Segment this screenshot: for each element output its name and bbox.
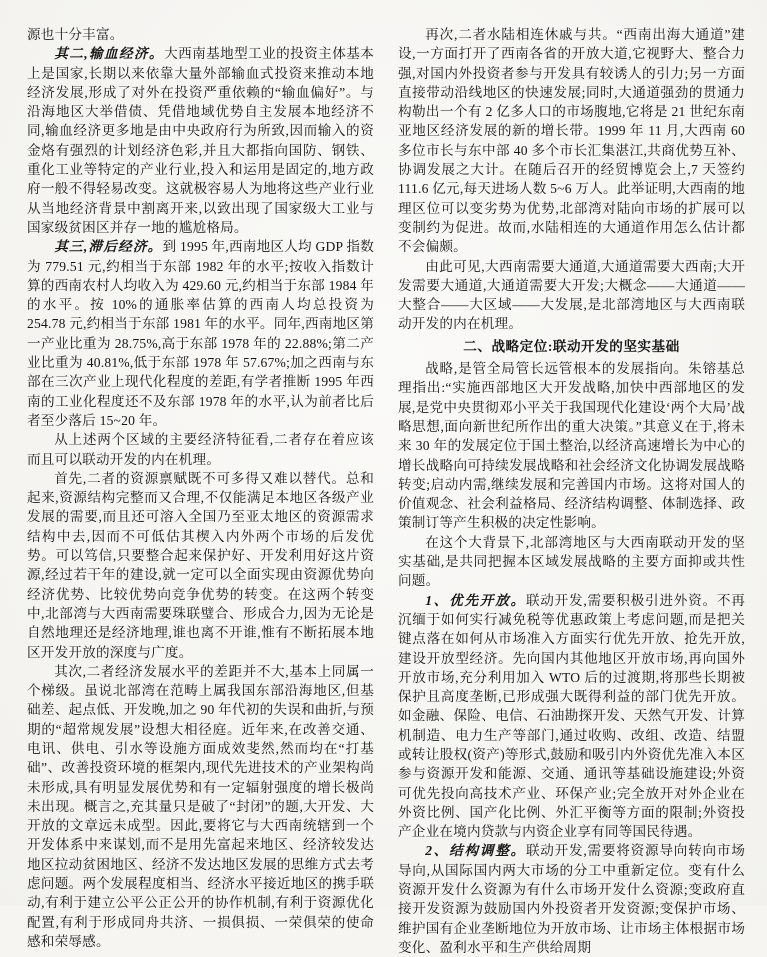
paragraph: 其二,输血经济。大西南基地型工业的投资主体基本上是国家,长期以来依靠大量外部输血式投资来推动本地经济发展,形成了对外在投资严重依赖的“输血偏好”。与沿海地区大举借债、凭借地域优势自主发展本地经济不同,输血经济更多地是由中央政府行为所致,因而输入的资金烙有强烈的计划经济色彩,并且大都指向国防、钢铁、重化工业等特定的产业行业,投入和运用是固定的,地方政府一般不得轻易改变。这就极容易人为地将这些产业行业从当地经济背景中割离开来,以致出现了国家级大工业与国家级贫困区并存一地的尴尬格局。 bbox=[27, 46, 375, 235]
paragraph: 从上述两个区域的主要经济特征看,二者存在着应该而且可以联动开发的内在机理。 bbox=[27, 432, 374, 467]
section-heading: 二、战略定位:联动开发的坚实基础 bbox=[463, 338, 680, 354]
right-column bbox=[398, 25, 745, 955]
paragraph: 1、优先开放。联动开发,需要积极引进外资。不再沉缅于如何实行减免税等优惠政策上考虑问题,而是把关键点落在如何从市场准入方面实行优先开放、抢先开放,建设开放型经济。先向国内其他地区开放市场,再向国外开放市场,充分利用加入 WTO 后的过渡期,将那些长期被保护且高度垄断,已形成强大既得利益的部门优先开放。如金融、保险、电信、石油勘探开发、天然气开发、计算机制造、电力生产等部门,通过收购、改组、改造、结盟或转让股权(资产)等形式,鼓励和吸引内外资优先准入本区参与资源开发和能源、交通、通讯等基础设施建设;外资可优先投向高技术产业、环保产业;完全放开对外企业在外资比例、国产化比例、外汇平衡等方面的限制;外资投产企业在境内贷款与内资企业享有同等国民待遇。 bbox=[398, 592, 745, 840]
paragraph: 源也十分丰富。 bbox=[27, 27, 124, 42]
paragraph-lead: 1、优先开放。 bbox=[425, 592, 526, 608]
paragraph: 其次,二者经济发展水平的差距并不大,基本上同属一个梯级。虽说北部湾在范畴上属我国东部沿海地区,但基础差、起点低、开发晚,加之 90 年代初的失误和曲折,与预期的“超常规发展”设想大相径庭。近年来,在改善交通、电讯、供电、引水等设施方面成效斐然,然而均在“打基础”、改善投资环境的框架内,现代先进技术的产业架构尚未形成,具有明显发展优势和有一定辐射强度的增长极尚未出现。概言之,充其量只是破了“封闭”的题,大开发、大开放的文章远未成型。因此,要将它与大西南统辖到一个开发体系中来谋划,而不是用先富起来地区、经济较发达地区拉动贫困地区、经济不发达地区发展的思维方式去考虑问题。两个发展程度相当、经济水平接近地区的携手联动,有利于建立公平公正公开的协作机制,有利于资源优化配置,有利于形成同舟共济、一损俱损、一荣俱荣的使命感和荣辱感。 bbox=[27, 663, 374, 949]
paragraph: 首先,二者的资源禀赋既不可多得又难以替代。总和起来,资源结构完整而又合理,不仅能满足本地区各级产业发展的需要,而且还可溶入全国乃至亚太地区的资源需求结构中去,因而不可低估其楔入内外两个市场的后发优势。可以笃信,只要整合起来保护好、开发利用好这片资源,经过若干年的建设,就一定可以全面实现由资源优势向经济优势、比较优势向竞争优势的转变。在这两个转变中,北部湾与大西南需要珠联璧合、形成合力,因为无论是自然地理还是经济地理,谁也离不开谁,惟有不断拓展本地区开发开放的深度与广度。 bbox=[27, 470, 374, 660]
paragraph: 2、结构调整。联动开发,需要将资源导向转向市场导向,从国际国内两大市场的分工中重新定位。变有什么资源开发什么资源为有什么市场开发什么资源;变政府直接开发资源为鼓励国内外投资者开发资源;变保护市场、维护国有企业垄断地位为开放市场、让市场主体根据市场变化、盈利水平和生产供给周期 bbox=[398, 843, 745, 955]
paragraph: 战略,是管全局管长远管根本的发展指向。朱镕基总理指出:“实施西部地区大开发战略,加快中西部地区的发展,是党中央贯彻邓小平关于我国现代化建设‘两个大局’战略思想,面向新世纪所作出的重大决策。”其意义在于,将未来 30 年的发展定位于国土整治,以经济高速增长为中心的增长战略向可持续发展战略和社会经济文化协调发展战略转变;启动内需,继续发展和完善国内市场。这将对国人的价值观念、社会利益格局、经济结构调整、体制选择、政策制订等产生积极的决定性影响。 bbox=[398, 361, 745, 531]
paragraph: 其三,滞后经济。到 1995 年,西南地区人均 GDP 指数为 779.51 元,约相当于东部 1982 年的水平;按收入指数计算的西南农村人均收入为 429.60 元,约相当于东部 1984 年的水平。按 10%的通胀率估算的西南人均总投资为 254.78 元,约相当于东部 1981 年的水平。同年,西南地区第一产业比重为 28.75%,高于东部 1978 年的 22.88%;第二产业比重为 40.81%,低于东部 1978 年 57.67%;加之西南与东部在三次产业上现代化程度的差距,有学者推断 1995 年西南的工业化程度还不及东部 1978 年的水平,认为前者比后者至少落后 15~20 年。 bbox=[27, 239, 374, 428]
paragraph: 由此可见,大西南需要大通道,大通道需要大西南;大开发需要大通道,大通道需要大开发;大概念——大通道——大整合——大区域——大发展,是北部湾地区与大西南联动开发的内在机理。 bbox=[398, 258, 745, 332]
paragraph-lead: 2、结构调整。 bbox=[425, 843, 526, 859]
paragraph: 在这个大背景下,北部湾地区与大西南联动开发的坚实基础,是共同把握本区域发展战略的主要方面抑或共性问题。 bbox=[398, 534, 745, 589]
paragraph-lead: 其三,滞后经济。 bbox=[54, 239, 163, 255]
left-column bbox=[27, 25, 375, 949]
paragraph-lead: 其二,输血经济。 bbox=[54, 46, 165, 62]
paragraph: 再次,二者水陆相连休戚与共。“西南出海大通道”建设,一方面打开了西南各省的开放大道,它视野大、整合力强,对国内外投资者参与开发具有较诱人的引力;另一方面直接带动沿线地区的快速发展;同时,大通道强劲的贯通力构勒出一个有 2 亿多人口的市场腹地,它将是 21 世纪东南亚地区经济发展的新的增长带。1999 年 11 月,大西南 60 多位市长与东中部 40 多个市长汇集湛江,共商优势互补、协调发展之大计。在随后召开的经贸博览会上,7 天签约 111.6 亿元,每天进场人数 5~6 万人。此举证明,大西南的地理区位可以变劣势为优势,北部湾对陆向市场的扩展可以变制约为促进。故而,水陆相连的大通道作用怎么估计都不会偏颇。 bbox=[398, 27, 745, 255]
